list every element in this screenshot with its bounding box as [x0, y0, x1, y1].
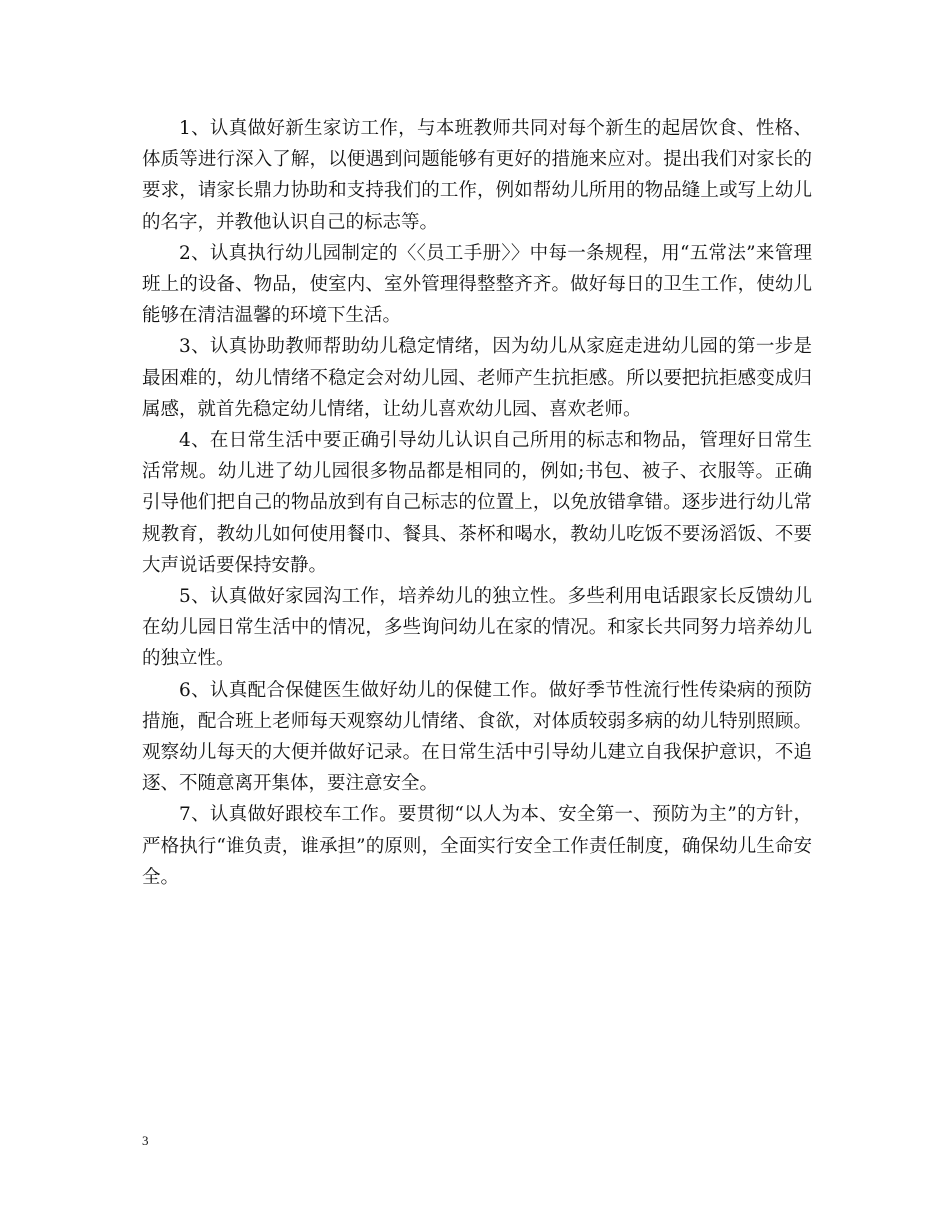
paragraph-7: 7、认真做好跟校车工作。要贯彻“以人为本、安全第一、预防为主”的方针，严格执行“谁负责，谁承担”的原则，全面实行安全工作责任制度，确保幼儿生命安全。 [142, 804, 812, 888]
paragraph-1: 1、认真做好新生家访工作，与本班教师共同对每个新生的起居饮食、性格、体质等进行深入了解，以便遇到问题能够有更好的措施来应对。提出我们对家长的要求，请家长鼎力协助和支持我们的工作，例如帮幼儿所用的物品缝上或写上幼儿的名字，并教他认识自己的标志等。 [142, 118, 812, 233]
document-body [142, 113, 812, 893]
paragraph-2: 2、认真执行幼儿园制定的〈〈员工手册〉〉中每一条规程，用“五常法”来管理班上的设备、物品，使室内、室外管理得整整齐齐。做好每日的卫生工作，使幼儿能够在清洁温馨的环境下生活。 [142, 242, 812, 327]
paragraph-4: 4、在日常生活中要正确引导幼儿认识自己所用的标志和物品，管理好日常生活常规。幼儿进了幼儿园很多物品都是相同的，例如;书包、被子、衣服等。正确引导他们把自己的物品放到有自己标志的位置上，以免放错拿错。逐步进行幼儿常规教育，教幼儿如何使用餐巾、餐具、茶杯和喝水，教幼儿吃饭不要汤滔饭、不要大声说话要保持安静。 [142, 430, 812, 576]
paragraph-3: 3、认真协助教师帮助幼儿稳定情绪，因为幼儿从家庭走进幼儿园的第一步是最困难的，幼儿情绪不稳定会对幼儿园、老师产生抗拒感。所以要把抗拒感变成归属感，就首先稳定幼儿情绪，让幼儿喜欢幼儿园、喜欢老师。 [142, 336, 812, 420]
paragraph-6: 6、认真配合保健医生做好幼儿的保健工作。做好季节性流行性传染病的预防措施，配合班上老师每天观察幼儿情绪、食欲，对体质较弱多病的幼儿特别照顾。观察幼儿每天的大便并做好记录。在日常生活中引导幼儿建立自我保护意识，不追逐、不随意离开集体，要注意安全。 [142, 679, 812, 795]
page-number: 3 [142, 1133, 149, 1148]
paragraph-5: 5、认真做好家园沟工作，培养幼儿的独立性。多些利用电话跟家长反馈幼儿在幼儿园日常生活中的情况，多些询问幼儿在家的情况。和家长共同努力培养幼儿的独立性。 [142, 586, 812, 670]
